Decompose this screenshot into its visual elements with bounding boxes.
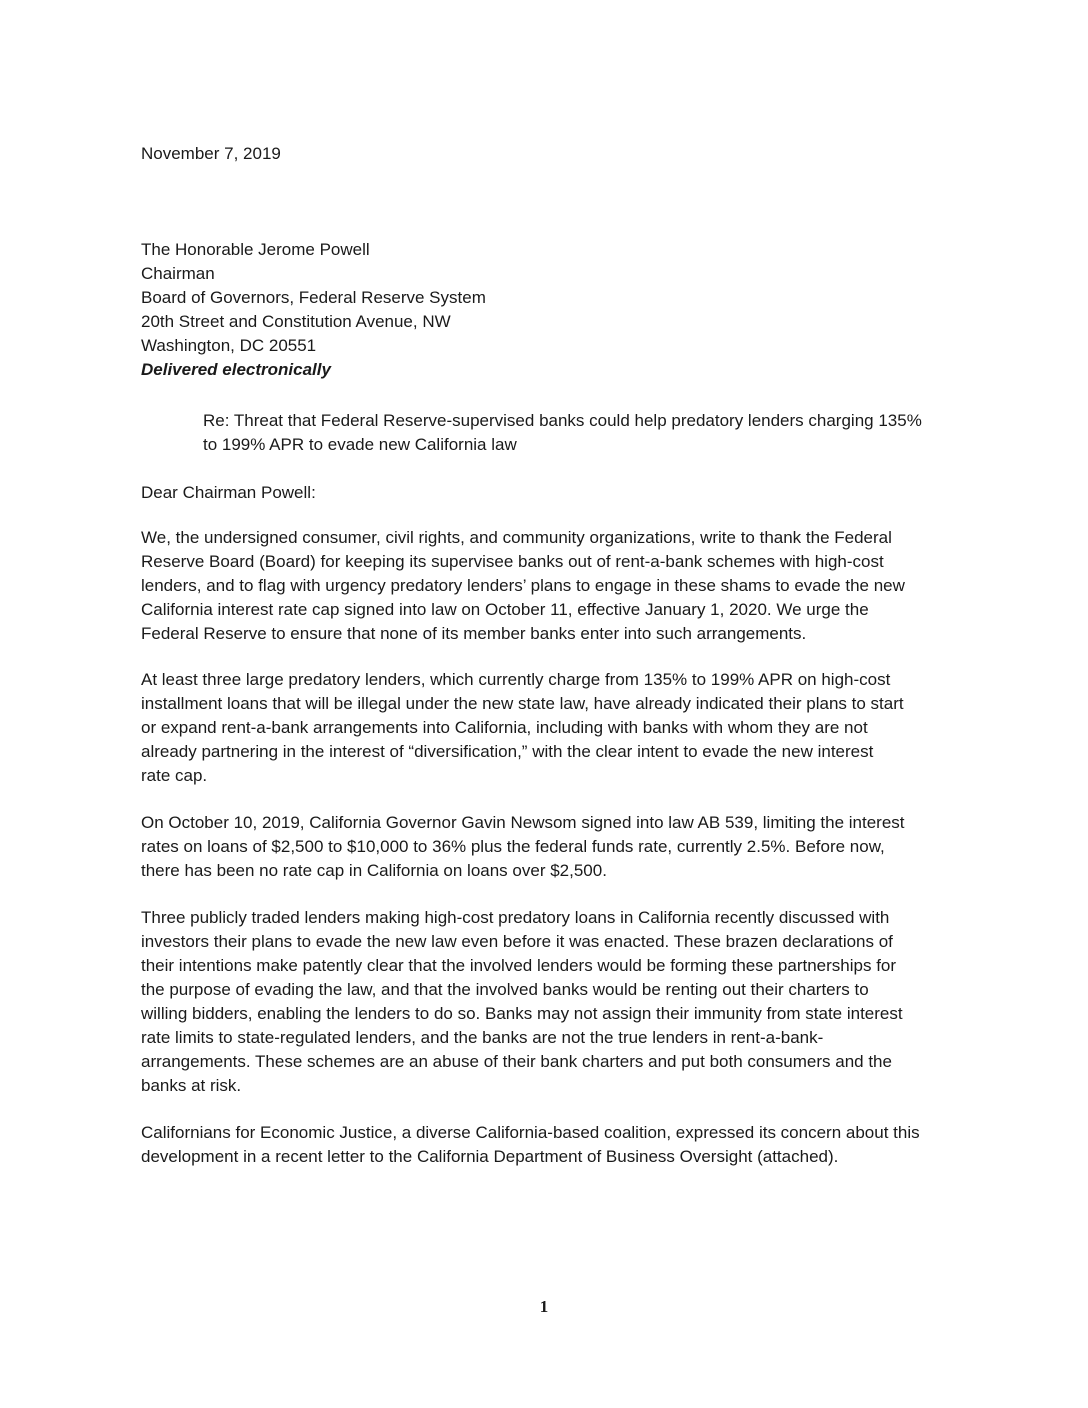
paragraph-line: California interest rate cap signed into law on October 11, effective January 1, 2020. We urge the	[141, 600, 869, 619]
subject-line-1: Re: Threat that Federal Reserve-supervised banks could help predatory lenders charging 135%	[203, 411, 922, 430]
paragraph-line: On October 10, 2019, California Governor Gavin Newsom signed into law AB 539, limiting the interest	[141, 813, 905, 832]
paragraph-line: banks at risk.	[141, 1076, 242, 1095]
recipient-name: The Honorable Jerome Powell	[141, 240, 370, 259]
paragraph-2	[141, 668, 956, 788]
paragraph-5	[141, 1121, 956, 1169]
salutation: Dear Chairman Powell:	[141, 483, 316, 502]
paragraph-line: arrangements. These schemes are an abuse of their bank charters and put both consumers and the	[141, 1052, 892, 1071]
paragraph-line: investors their plans to evade the new law even before it was enacted. These brazen declarations of	[141, 932, 893, 951]
paragraph-line: already partnering in the interest of “diversification,” with the clear intent to evade the new interest	[141, 742, 874, 761]
delivery-method: Delivered electronically	[141, 360, 331, 379]
paragraph-line: there has been no rate cap in California on loans over $2,500.	[141, 861, 607, 880]
paragraph-line: rates on loans of $2,500 to $10,000 to 36% plus the federal funds rate, currently 2.5%. Before now,	[141, 837, 885, 856]
paragraph-line: installment loans that will be illegal under the new state law, have already indicated their plans to start	[141, 694, 904, 713]
paragraph-line: lenders, and to flag with urgency predatory lenders’ plans to engage in these shams to evade the new	[141, 576, 905, 595]
paragraph-line: the purpose of evading the law, and that the involved banks would be renting out their charters to	[141, 980, 869, 999]
letter-date: November 7, 2019	[141, 144, 281, 163]
paragraph-line: rate cap.	[141, 766, 208, 785]
paragraph-line: At least three large predatory lenders, which currently charge from 135% to 199% APR on high-cost	[141, 670, 891, 689]
subject-line-2: to 199% APR to evade new California law	[203, 435, 517, 454]
paragraph-line: Three publicly traded lenders making high-cost predatory loans in California recently discussed with	[141, 908, 890, 927]
recipient-org: Board of Governors, Federal Reserve System	[141, 288, 486, 307]
paragraph-1	[141, 526, 956, 646]
paragraph-line: Federal Reserve to ensure that none of its member banks enter into such arrangements.	[141, 624, 807, 643]
paragraph-line: Reserve Board (Board) for keeping its supervisee banks out of rent-a-bank schemes with high-cost	[141, 552, 884, 571]
paragraph-line: We, the undersigned consumer, civil rights, and community organizations, write to thank the Federal	[141, 528, 892, 547]
paragraph-line: development in a recent letter to the California Department of Business Oversight (attached).	[141, 1147, 839, 1166]
paragraph-line: willing bidders, enabling the lenders to do so. Banks may not assign their immunity from state interest	[141, 1004, 903, 1023]
paragraph-line: Californians for Economic Justice, a diverse California-based coalition, expressed its concern about this	[141, 1123, 920, 1142]
recipient-city: Washington, DC 20551	[141, 336, 317, 355]
paragraph-4	[141, 906, 956, 1098]
recipient-title: Chairman	[141, 264, 215, 283]
paragraph-3	[141, 811, 956, 883]
paragraph-line: rate limits to state-regulated lenders, and the banks are not the true lenders in rent-a-bank-	[141, 1028, 824, 1047]
paragraph-line: their intentions make patently clear that the involved lenders would be forming these partnerships for	[141, 956, 897, 975]
recipient-street: 20th Street and Constitution Avenue, NW	[141, 312, 451, 331]
page-number: 1	[539, 1297, 549, 1316]
paragraph-line: or expand rent-a-bank arrangements into California, including with banks with whom they are not	[141, 718, 868, 737]
